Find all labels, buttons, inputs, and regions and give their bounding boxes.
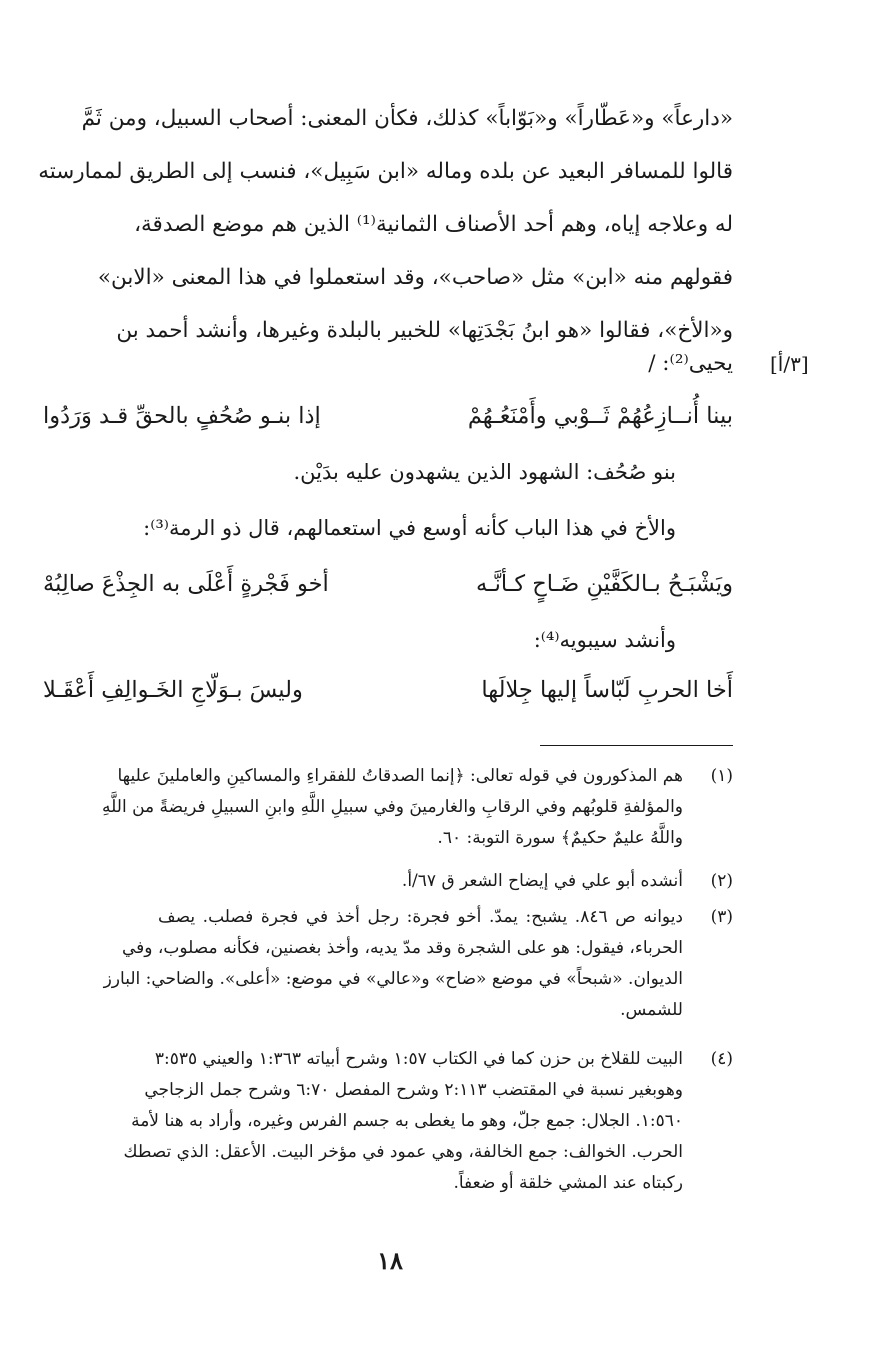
footnote-4-line-1: البيت للقلاخ بن حزن كما في الكتاب ١:٥٧ وشرح أبياته ١:٣٦٣ والعيني ٣:٥٣٥ [154,1049,683,1069]
body-line-1: «دارعاً» و«عَطّاراً» و«بَوّاباً» كذلك، فكأن المعنى: أصحاب السبيل، ومن ثَمَّ [81,106,733,131]
footnote-3-line-4: للشمس. [620,1000,683,1020]
manuscript-folio-ref: [٣/أ] [770,352,809,376]
footnote-3 [103,902,733,1026]
verse-3 [43,668,733,712]
verse-1-gloss: بنو صُحُف: الشهود الذين يشهدون عليه بدَيْن. [293,460,676,484]
verse-1-second-hemistich: إذا بنـو صُحُفٍ بالحقِّ قـد وَرَدُوا [43,403,321,429]
body-line-3: له وعلاجه إياه، وهم أحد الأصناف الثمانية⁽¹⁾ الذين هم موضع الصدقة، [134,212,733,237]
verse-3-second-hemistich: وليسَ بـوَلّاجِ الخَـوالِفِ أَعْقَـلا [43,677,303,703]
verse-2-first-hemistich: ويَشْبَـحُ بـالكَفَّيْنِ ضَـاحٍ كـأنَّـه [475,571,733,597]
verse-1 [43,394,733,438]
page-number: ١٨ [377,1246,403,1275]
footnote-3-line-2: الحرباء، فيقول: هو على الشجرة وقد مدّ يديه، وأخذ بغصنين، فكأنه مصلوب، وفي [121,938,683,958]
body-line-6: يحيى⁽²⁾: / [648,351,733,376]
footnote-4-line-2: وهوبغير نسبة في المقتضب ٢:١١٣ وشرح المفصل ٦:٧٠ وشرح جمل الزجاجي [144,1080,683,1100]
footnote-2-line-1: أنشده أبو علي في إيضاح الشعر ق ٦٧/أ. [401,871,683,891]
footnote-3-number: (٣) [710,907,733,927]
footnote-1-line-3: واللَّهُ عليمٌ حكيمٌ﴾ سورة التوبة: ٦٠. [437,828,683,848]
verse-1-first-hemistich: بينا أُنــازِعُهُمْ ثَــوْبي وأَمْنَعُـهُمْ [467,403,733,429]
footnote-1-line-1: هم المذكورون في قوله تعالى: ﴿إنما الصدقاتُ للفقراءِ والمساكينِ والعاملينَ عليها [117,766,683,786]
footnote-1-number: (١) [710,766,733,786]
footnote-3-line-1: ديوانه ص ٨٤٦. يشبح: يمدّ. أخو فجرة: رجل أخذ في فجرة فصلب. يصف [158,907,684,927]
footnote-3-line-3: الديوان. «شبحاً» في موضع «ضاح» و«عالي» في موضع: «أعلى». والضاحي: البارز [103,969,683,989]
footnote-4-line-4: الحرب. الخوالف: جمع الخالفة، وهي عمود في مؤخر البيت. الأعقل: الذي تصطك [123,1142,683,1162]
intro-line-dhu-al-rumma: والأخ في هذا الباب كأنه أوسع في استعمالهم، قال ذو الرمة⁽³⁾: [143,516,676,540]
footnote-4-line-5: ركبتاه عند المشي خلقة أو ضعفاً. [453,1173,683,1193]
verse-2-second-hemistich: أخو فَجْرةٍ أَعْلَى به الجِذْعَ صالِبُهْ [43,571,329,597]
footnote-separator [540,745,733,746]
verse-3-first-hemistich: أَخا الحربِ لَبّاساً إليها جِلالَها [481,677,733,703]
body-line-4: فقولهم منه «ابن» مثل «صاحب»، وقد استعملوا في هذا المعنى «الابن» [97,265,733,290]
body-line-5: و«الأخ»، فقالوا «هو ابنُ بَجْدَتِها» للخبير بالبلدة وغيرها، وأنشد أحمد بن [116,318,733,343]
footnote-4 [123,1044,733,1199]
footnote-4-line-3: ١:٥٦٠. الجلال: جمع جلّ، وهو ما يغطى به جسم الفرس وغيره، وأراد به هنا لأمة [131,1111,683,1131]
intro-line-sibawayh: وأنشد سيبويه⁽⁴⁾: [533,628,676,652]
footnote-2 [158,866,733,897]
body-line-2: قالوا للمسافر البعيد عن بلده وماله «ابن سَبِيل»، فنسب إلى الطريق لممارسته [38,159,733,184]
footnote-4-number: (٤) [710,1049,733,1069]
footnote-2-number: (٢) [710,871,733,891]
verse-2 [43,562,733,606]
footnote-1-line-2: والمؤلفةِ قلوبُهم وفي الرقابِ والغارمينَ وفي سبيلِ اللَّهِ وابنِ السبيلِ فريضةً من اللَّهِ [102,797,683,817]
footnote-1 [102,761,733,854]
